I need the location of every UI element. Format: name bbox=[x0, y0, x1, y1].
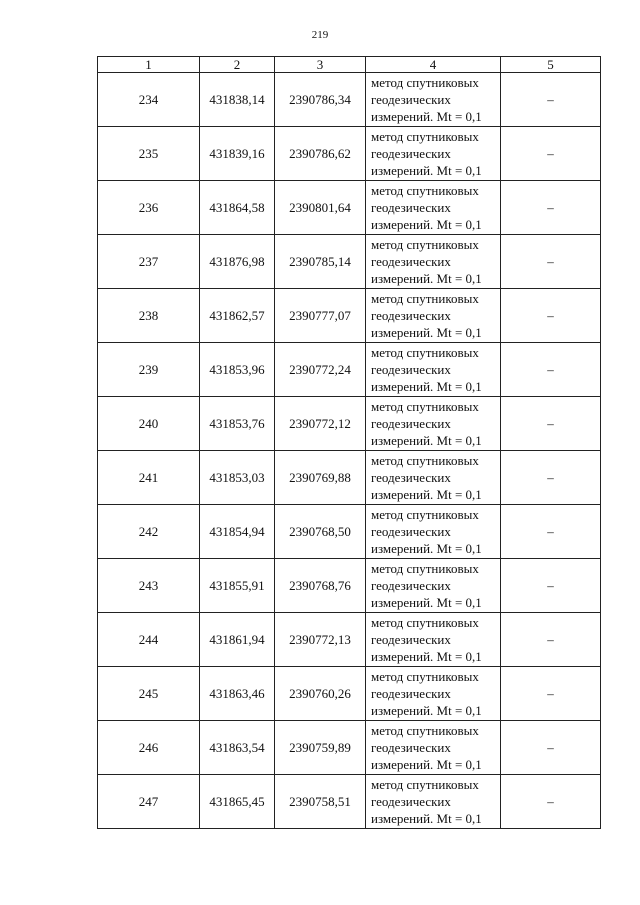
method-line: геодезических bbox=[371, 308, 451, 323]
method-cell bbox=[366, 667, 501, 721]
method-line: метод спутниковых bbox=[371, 777, 479, 792]
method-line: геодезических bbox=[371, 740, 451, 755]
table-row bbox=[98, 721, 601, 775]
method-line: измерений. Mt = 0,1 bbox=[371, 757, 482, 772]
column-header-5: 5 bbox=[501, 57, 601, 73]
method-cell bbox=[366, 397, 501, 451]
table-row bbox=[98, 235, 601, 289]
table-body bbox=[98, 73, 601, 829]
method-line: метод спутниковых bbox=[371, 723, 479, 738]
note-cell: – bbox=[501, 667, 601, 721]
method-line: геодезических bbox=[371, 578, 451, 593]
note-cell: – bbox=[501, 397, 601, 451]
method-line: измерений. Mt = 0,1 bbox=[371, 649, 482, 664]
method-line: измерений. Mt = 0,1 bbox=[371, 325, 482, 340]
x-coordinate-cell: 431839,16 bbox=[200, 127, 275, 181]
note-cell: – bbox=[501, 721, 601, 775]
note-cell: – bbox=[501, 127, 601, 181]
point-number-cell: 238 bbox=[98, 289, 200, 343]
method-line: измерений. Mt = 0,1 bbox=[371, 487, 482, 502]
point-number-cell: 240 bbox=[98, 397, 200, 451]
method-cell bbox=[366, 613, 501, 667]
method-line: геодезических bbox=[371, 632, 451, 647]
method-line: геодезических bbox=[371, 254, 451, 269]
y-coordinate-cell: 2390759,89 bbox=[275, 721, 366, 775]
method-cell bbox=[366, 235, 501, 289]
x-coordinate-cell: 431865,45 bbox=[200, 775, 275, 829]
x-coordinate-cell: 431876,98 bbox=[200, 235, 275, 289]
point-number-cell: 234 bbox=[98, 73, 200, 127]
method-line: измерений. Mt = 0,1 bbox=[371, 433, 482, 448]
method-line: метод спутниковых bbox=[371, 75, 479, 90]
method-cell bbox=[366, 451, 501, 505]
x-coordinate-cell: 431853,96 bbox=[200, 343, 275, 397]
y-coordinate-cell: 2390768,50 bbox=[275, 505, 366, 559]
point-number-cell: 237 bbox=[98, 235, 200, 289]
note-cell: – bbox=[501, 451, 601, 505]
x-coordinate-cell: 431854,94 bbox=[200, 505, 275, 559]
method-line: геодезических bbox=[371, 416, 451, 431]
y-coordinate-cell: 2390786,62 bbox=[275, 127, 366, 181]
table-row bbox=[98, 667, 601, 721]
table-row bbox=[98, 775, 601, 829]
method-cell bbox=[366, 289, 501, 343]
column-header-4: 4 bbox=[366, 57, 501, 73]
y-coordinate-cell: 2390758,51 bbox=[275, 775, 366, 829]
table-row bbox=[98, 73, 601, 127]
method-line: метод спутниковых bbox=[371, 561, 479, 576]
table-row bbox=[98, 559, 601, 613]
method-line: геодезических bbox=[371, 686, 451, 701]
point-number-cell: 245 bbox=[98, 667, 200, 721]
coordinates-table bbox=[97, 56, 601, 829]
note-cell: – bbox=[501, 775, 601, 829]
method-line: измерений. Mt = 0,1 bbox=[371, 109, 482, 124]
method-line: метод спутниковых bbox=[371, 453, 479, 468]
method-cell bbox=[366, 505, 501, 559]
column-header-1: 1 bbox=[98, 57, 200, 73]
note-cell: – bbox=[501, 613, 601, 667]
method-cell bbox=[366, 73, 501, 127]
point-number-cell: 236 bbox=[98, 181, 200, 235]
method-cell bbox=[366, 343, 501, 397]
note-cell: – bbox=[501, 559, 601, 613]
x-coordinate-cell: 431855,91 bbox=[200, 559, 275, 613]
method-line: метод спутниковых bbox=[371, 291, 479, 306]
x-coordinate-cell: 431863,54 bbox=[200, 721, 275, 775]
x-coordinate-cell: 431838,14 bbox=[200, 73, 275, 127]
column-header-2: 2 bbox=[200, 57, 275, 73]
table-row bbox=[98, 505, 601, 559]
point-number-cell: 243 bbox=[98, 559, 200, 613]
point-number-cell: 241 bbox=[98, 451, 200, 505]
note-cell: – bbox=[501, 343, 601, 397]
method-line: геодезических bbox=[371, 362, 451, 377]
table-row bbox=[98, 127, 601, 181]
method-cell bbox=[366, 721, 501, 775]
method-line: метод спутниковых bbox=[371, 345, 479, 360]
method-line: геодезических bbox=[371, 470, 451, 485]
y-coordinate-cell: 2390785,14 bbox=[275, 235, 366, 289]
table-row bbox=[98, 613, 601, 667]
method-line: измерений. Mt = 0,1 bbox=[371, 595, 482, 610]
method-line: геодезических bbox=[371, 200, 451, 215]
note-cell: – bbox=[501, 73, 601, 127]
y-coordinate-cell: 2390772,24 bbox=[275, 343, 366, 397]
point-number-cell: 235 bbox=[98, 127, 200, 181]
method-line: геодезических bbox=[371, 794, 451, 809]
column-header-3: 3 bbox=[275, 57, 366, 73]
method-cell bbox=[366, 181, 501, 235]
x-coordinate-cell: 431862,57 bbox=[200, 289, 275, 343]
x-coordinate-cell: 431861,94 bbox=[200, 613, 275, 667]
x-coordinate-cell: 431864,58 bbox=[200, 181, 275, 235]
y-coordinate-cell: 2390772,13 bbox=[275, 613, 366, 667]
point-number-cell: 246 bbox=[98, 721, 200, 775]
note-cell: – bbox=[501, 235, 601, 289]
y-coordinate-cell: 2390786,34 bbox=[275, 73, 366, 127]
table-row bbox=[98, 343, 601, 397]
y-coordinate-cell: 2390768,76 bbox=[275, 559, 366, 613]
method-line: измерений. Mt = 0,1 bbox=[371, 271, 482, 286]
y-coordinate-cell: 2390801,64 bbox=[275, 181, 366, 235]
table-row bbox=[98, 397, 601, 451]
method-cell bbox=[366, 775, 501, 829]
method-line: измерений. Mt = 0,1 bbox=[371, 217, 482, 232]
table-row bbox=[98, 451, 601, 505]
y-coordinate-cell: 2390777,07 bbox=[275, 289, 366, 343]
method-line: измерений. Mt = 0,1 bbox=[371, 811, 482, 826]
point-number-cell: 244 bbox=[98, 613, 200, 667]
method-cell bbox=[366, 127, 501, 181]
method-line: измерений. Mt = 0,1 bbox=[371, 379, 482, 394]
method-line: измерений. Mt = 0,1 bbox=[371, 703, 482, 718]
method-line: метод спутниковых bbox=[371, 507, 479, 522]
y-coordinate-cell: 2390769,88 bbox=[275, 451, 366, 505]
note-cell: – bbox=[501, 505, 601, 559]
header-row bbox=[98, 57, 601, 73]
page-number: 219 bbox=[311, 29, 329, 41]
x-coordinate-cell: 431863,46 bbox=[200, 667, 275, 721]
method-line: метод спутниковых bbox=[371, 615, 479, 630]
point-number-cell: 242 bbox=[98, 505, 200, 559]
x-coordinate-cell: 431853,76 bbox=[200, 397, 275, 451]
note-cell: – bbox=[501, 289, 601, 343]
y-coordinate-cell: 2390772,12 bbox=[275, 397, 366, 451]
point-number-cell: 247 bbox=[98, 775, 200, 829]
method-line: метод спутниковых bbox=[371, 399, 479, 414]
method-line: метод спутниковых bbox=[371, 669, 479, 684]
y-coordinate-cell: 2390760,26 bbox=[275, 667, 366, 721]
x-coordinate-cell: 431853,03 bbox=[200, 451, 275, 505]
method-line: метод спутниковых bbox=[371, 237, 479, 252]
method-line: геодезических bbox=[371, 524, 451, 539]
method-line: измерений. Mt = 0,1 bbox=[371, 541, 482, 556]
method-line: измерений. Mt = 0,1 bbox=[371, 163, 482, 178]
point-number-cell: 239 bbox=[98, 343, 200, 397]
method-line: метод спутниковых bbox=[371, 183, 479, 198]
method-line: геодезических bbox=[371, 92, 451, 107]
table-row bbox=[98, 289, 601, 343]
method-line: метод спутниковых bbox=[371, 129, 479, 144]
method-cell bbox=[366, 559, 501, 613]
table-row bbox=[98, 181, 601, 235]
method-line: геодезических bbox=[371, 146, 451, 161]
note-cell: – bbox=[501, 181, 601, 235]
